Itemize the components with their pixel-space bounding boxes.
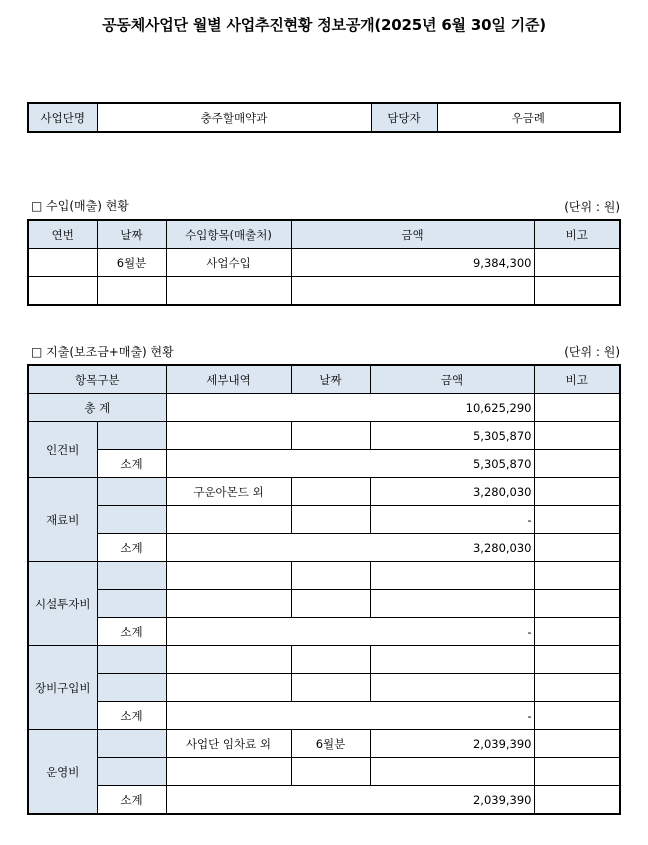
income-header-cell: 금액 [291, 220, 534, 249]
subtotal-label: 소계 [97, 618, 166, 646]
income-unit: (단위 : 원) [564, 200, 620, 214]
subtotal-value: 2,039,390 [166, 786, 534, 815]
expense-item-row [28, 590, 620, 618]
expense-sub-blank [97, 758, 166, 786]
income-cell [166, 277, 291, 306]
expense-table [27, 364, 621, 815]
manager-label: 담당자 [371, 103, 437, 132]
expense-detail [166, 758, 291, 786]
expense-header-cell: 항목구분 [28, 365, 166, 394]
expense-detail [166, 506, 291, 534]
expense-sub-blank [97, 562, 166, 590]
expense-detail [166, 562, 291, 590]
expense-date [291, 646, 370, 674]
subtotal-value: 3,280,030 [166, 534, 534, 562]
manager-value: 우금례 [437, 103, 620, 132]
expense-header-cell: 금액 [370, 365, 534, 394]
income-row [28, 249, 620, 277]
expense-detail: 사업단 임차료 외 [166, 730, 291, 758]
expense-item-row [28, 674, 620, 702]
total-note [534, 394, 620, 422]
subtotal-value: - [166, 618, 534, 646]
expense-note [534, 730, 620, 758]
project-info-table [27, 102, 621, 133]
expense-item-row [28, 758, 620, 786]
expense-note [534, 478, 620, 506]
expense-detail [166, 674, 291, 702]
total-label: 총 계 [28, 394, 166, 422]
expense-date [291, 506, 370, 534]
subtotal-note [534, 450, 620, 478]
expense-sub-blank [97, 478, 166, 506]
expense-header-cell: 날짜 [291, 365, 370, 394]
expense-date [291, 674, 370, 702]
subtotal-note [534, 786, 620, 815]
expense-item-row [28, 478, 620, 506]
expense-category: 장비구입비 [28, 646, 97, 730]
subtotal-note [534, 618, 620, 646]
income-cell [97, 277, 166, 306]
subtotal-label: 소계 [97, 450, 166, 478]
page-title: 공동체사업단 월별 사업추진현황 정보공개(2025년 6월 30일 기준) [102, 16, 546, 34]
expense-date: 6월분 [291, 730, 370, 758]
expense-item-row [28, 562, 620, 590]
expense-detail: 구운아몬드 외 [166, 478, 291, 506]
expense-amount [370, 562, 534, 590]
income-section-title: □ 수입(매출) 현황 [31, 199, 129, 213]
expense-subtotal-row [28, 702, 620, 730]
subtotal-note [534, 534, 620, 562]
expense-date [291, 562, 370, 590]
income-cell: 6월분 [97, 249, 166, 277]
income-table [27, 219, 621, 306]
expense-note [534, 646, 620, 674]
project-name-value: 충주할매약과 [97, 103, 371, 132]
expense-amount: - [370, 506, 534, 534]
expense-note [534, 758, 620, 786]
expense-amount [370, 590, 534, 618]
expense-category: 인건비 [28, 422, 97, 478]
expense-detail [166, 422, 291, 450]
expense-amount [370, 758, 534, 786]
income-header-cell: 연번 [28, 220, 97, 249]
expense-item-row [28, 730, 620, 758]
expense-sub-blank [97, 506, 166, 534]
expense-amount: 2,039,390 [370, 730, 534, 758]
expense-note [534, 422, 620, 450]
expense-note [534, 506, 620, 534]
expense-note [534, 590, 620, 618]
subtotal-label: 소계 [97, 702, 166, 730]
expense-date [291, 758, 370, 786]
expense-item-row [28, 646, 620, 674]
expense-category: 시설투자비 [28, 562, 97, 646]
expense-sub-blank [97, 422, 166, 450]
expense-sub-blank [97, 730, 166, 758]
subtotal-value: 5,305,870 [166, 450, 534, 478]
expense-header-row [28, 365, 620, 394]
expense-note [534, 562, 620, 590]
income-cell [28, 277, 97, 306]
expense-category: 운영비 [28, 730, 97, 815]
expense-sub-blank [97, 590, 166, 618]
expense-sub-blank [97, 646, 166, 674]
expense-detail [166, 590, 291, 618]
income-cell [28, 249, 97, 277]
expense-date [291, 478, 370, 506]
income-cell [534, 277, 620, 306]
expense-note [534, 674, 620, 702]
expense-subtotal-row [28, 618, 620, 646]
income-cell: 9,384,300 [291, 249, 534, 277]
expense-detail [166, 646, 291, 674]
total-value: 10,625,290 [166, 394, 534, 422]
subtotal-label: 소계 [97, 786, 166, 815]
expense-header-cell: 세부내역 [166, 365, 291, 394]
expense-category: 재료비 [28, 478, 97, 562]
expense-date [291, 590, 370, 618]
expense-subtotal-row [28, 786, 620, 815]
subtotal-value: - [166, 702, 534, 730]
project-name-label: 사업단명 [28, 103, 97, 132]
income-header-cell: 날짜 [97, 220, 166, 249]
expense-amount: 5,305,870 [370, 422, 534, 450]
subtotal-note [534, 702, 620, 730]
income-header-cell: 수입항목(매출처) [166, 220, 291, 249]
expense-unit: (단위 : 원) [564, 345, 620, 359]
expense-amount [370, 646, 534, 674]
expense-item-row [28, 506, 620, 534]
income-cell [534, 249, 620, 277]
expense-sub-blank [97, 674, 166, 702]
expense-amount: 3,280,030 [370, 478, 534, 506]
expense-section-title: □ 지출(보조금+매출) 현황 [31, 345, 174, 359]
income-cell [291, 277, 534, 306]
income-row [28, 277, 620, 306]
expense-subtotal-row [28, 534, 620, 562]
income-cell: 사업수입 [166, 249, 291, 277]
expense-subtotal-row [28, 450, 620, 478]
expense-date [291, 422, 370, 450]
expense-header-cell: 비고 [534, 365, 620, 394]
expense-amount [370, 674, 534, 702]
subtotal-label: 소계 [97, 534, 166, 562]
expense-total-row [28, 394, 620, 422]
expense-item-row [28, 422, 620, 450]
income-header-cell: 비고 [534, 220, 620, 249]
